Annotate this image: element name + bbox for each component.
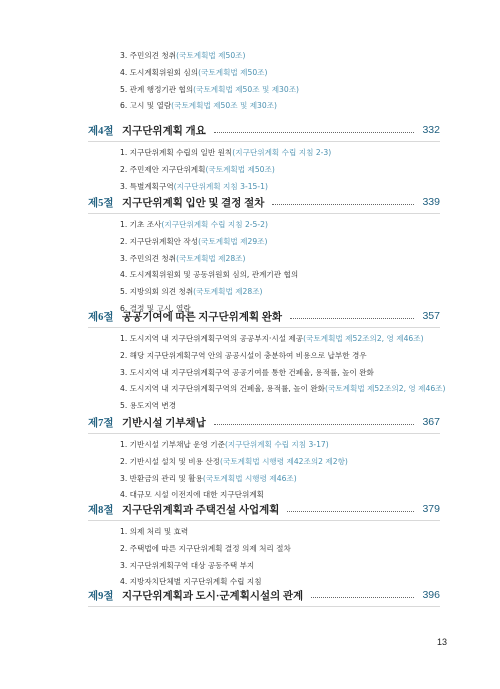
toc-item [120, 471, 440, 488]
section-number: 제5절 [88, 197, 114, 209]
leader-dots [214, 132, 415, 133]
toc-item [120, 454, 440, 471]
toc-item-ref: (국토계획법 시행령 제42조의2 제2항) [220, 456, 348, 466]
leader-dots [290, 318, 414, 319]
toc-item [120, 98, 460, 115]
section-title: 지구단위계획과 도시·군계획시설의 관계 [122, 590, 304, 602]
section-number: 제8절 [88, 504, 114, 516]
toc-item [120, 524, 440, 541]
toc-item-ref: (국토계획법 제52조의2, 영 제46조) [325, 384, 446, 394]
section-page: 357 [422, 310, 440, 322]
toc-item-text: 3. 특별계획구역 [120, 181, 174, 191]
toc-item [120, 48, 460, 65]
toc-item-text: 6. 결정 및 고시, 열람 [120, 303, 191, 313]
toc-item [120, 65, 460, 82]
toc-item-ref: (국토계획법 제50조) [198, 67, 268, 77]
section-heading[interactable] [88, 303, 440, 328]
toc-item-text: 5. 지방의회 의견 청취 [120, 287, 194, 297]
toc-item-ref: (국토계획법 제52조의2, 영 제46조) [303, 334, 424, 343]
toc-item-text: 4. 지방자치단체별 지구단위계획 수립 지침 [120, 577, 262, 587]
toc-item-ref: (지구단위계획 수립 지침 2-5-2) [161, 220, 268, 229]
section-number: 제9절 [88, 590, 114, 602]
toc-item-text: 2. 기반시설 설치 및 비용 산정 [120, 456, 221, 466]
section-page: 367 [422, 416, 440, 428]
toc-item-text: 4. 도시지역 내 지구단위계획구역의 건폐율, 용적률, 높이 완화 [120, 384, 326, 394]
toc-item-ref: (국토계획법 제28조) [176, 253, 246, 263]
toc-item-text: 1. 기반시설 기부채납 운영 기준 [120, 440, 225, 449]
page-number: 13 [437, 637, 448, 647]
toc-item [120, 331, 440, 348]
toc-item [120, 348, 440, 365]
toc-item-ref: (국토계획법 제50조) [176, 51, 246, 60]
toc-item-ref: (국토계획법 제29조) [198, 236, 268, 246]
toc-item-ref: (국토계획법 시행령 제46조) [202, 473, 297, 483]
toc-item [120, 145, 440, 162]
toc-item-text: 4. 도시계획위원회 및 공동위원회 심의, 관계기관 협의 [120, 270, 299, 280]
toc-item-ref: (국토계획법 제28조) [193, 287, 263, 297]
toc-item-text: 4. 도시계획위원회 심의 [120, 67, 199, 77]
continued-items [120, 48, 460, 115]
toc-item-text: 2. 해당 지구단위계획구역 안의 공공시설이 충분하여 비용으로 납부한 경우 [120, 350, 367, 360]
toc-item-text: 3. 주민의견 청취 [120, 51, 177, 60]
toc-item-text: 2. 주택법에 따른 지구단위계획 결정 의제 처리 절차 [120, 543, 291, 553]
leader-dots [311, 597, 414, 598]
toc-item [120, 234, 440, 251]
toc-item-text: 1. 기초 조사 [120, 220, 162, 229]
toc-item-text: 1. 도시지역 내 지구단위계획구역의 공공부지·시설 제공 [120, 334, 304, 343]
toc-item [120, 437, 440, 454]
section-heading[interactable] [88, 120, 440, 142]
toc-section-9 [88, 585, 440, 610]
section-title: 공공기여에 따른 지구단위계획 완화 [122, 311, 283, 323]
toc-item-text: 1. 의제 처리 및 효력 [120, 527, 189, 536]
toc-item-text: 5. 관계 행정기관 협의 [120, 84, 194, 94]
leader-dots [214, 424, 415, 425]
toc-section-6 [88, 303, 446, 415]
section-title: 지구단위계획과 주택건설 사업계획 [122, 504, 280, 516]
toc-item [120, 162, 440, 179]
section-title: 지구단위계획 개요 [122, 125, 206, 137]
toc-item-ref: (지구단위계획 수립 지침 2-3) [232, 148, 332, 157]
toc-section-4 [88, 120, 440, 195]
section-title: 지구단위계획 입안 및 결정 절차 [122, 197, 265, 209]
section-page: 396 [422, 589, 440, 601]
toc-item-text: 4. 대규모 시설 이전지에 대한 지구단위계획 [120, 490, 265, 500]
toc-item-ref: (지구단위계획 지침 3-15-1) [173, 181, 268, 191]
toc-item-text: 2. 지구단위계획안 작성 [120, 236, 199, 246]
toc-item-text: 2. 주민제안 지구단위계획 [120, 164, 206, 174]
toc-item-ref: (국토계획법 제50조 및 제30조) [193, 84, 300, 94]
toc-item-text: 3. 주민의견 청취 [120, 253, 177, 263]
toc-item [120, 284, 440, 301]
toc-item-text: 3. 반환금의 관리 및 활용 [120, 473, 203, 483]
toc-item [120, 558, 440, 575]
toc-item-text: 5. 용도지역 변경 [120, 401, 177, 411]
toc-section-5 [88, 192, 440, 318]
toc-section-7 [88, 412, 440, 504]
toc-item [120, 365, 440, 382]
section-heading[interactable] [88, 192, 440, 214]
section-heading[interactable] [88, 499, 440, 521]
toc-item [120, 82, 460, 99]
section-heading[interactable] [88, 585, 440, 607]
section-title: 기반시설 기부채납 [122, 417, 206, 429]
toc-item [120, 217, 440, 234]
section-page: 332 [422, 124, 440, 136]
section-number: 제4절 [88, 125, 114, 137]
toc-item-ref: (국토계획법 제50조) [205, 164, 275, 174]
toc-item-text: 1. 지구단위계획 수립의 일반 원칙 [120, 148, 233, 157]
toc-item-ref: (국토계획법 제50조 및 제30조) [171, 101, 278, 111]
leader-dots [272, 204, 414, 205]
toc-item [120, 541, 440, 558]
section-number: 제7절 [88, 417, 114, 429]
toc-section-8 [88, 499, 440, 591]
toc-item [120, 267, 440, 284]
toc-item-text: 3. 도시지역 내 지구단위계획구역 공공기여를 통한 건폐율, 용적률, 높이 완화 [120, 367, 374, 377]
toc-item-ref: (지구단위계획 수립 지침 3-17) [224, 440, 329, 449]
section-number: 제6절 [88, 311, 114, 323]
toc-item [120, 381, 446, 398]
toc-item [120, 251, 440, 268]
section-heading[interactable] [88, 412, 440, 434]
section-page: 339 [422, 196, 440, 208]
toc-item-text: 6. 고시 및 열람 [120, 101, 172, 111]
toc-item-text: 3. 지구단위계획구역 대상 공동주택 부지 [120, 560, 255, 570]
leader-dots [287, 511, 414, 512]
section-page: 379 [422, 503, 440, 515]
